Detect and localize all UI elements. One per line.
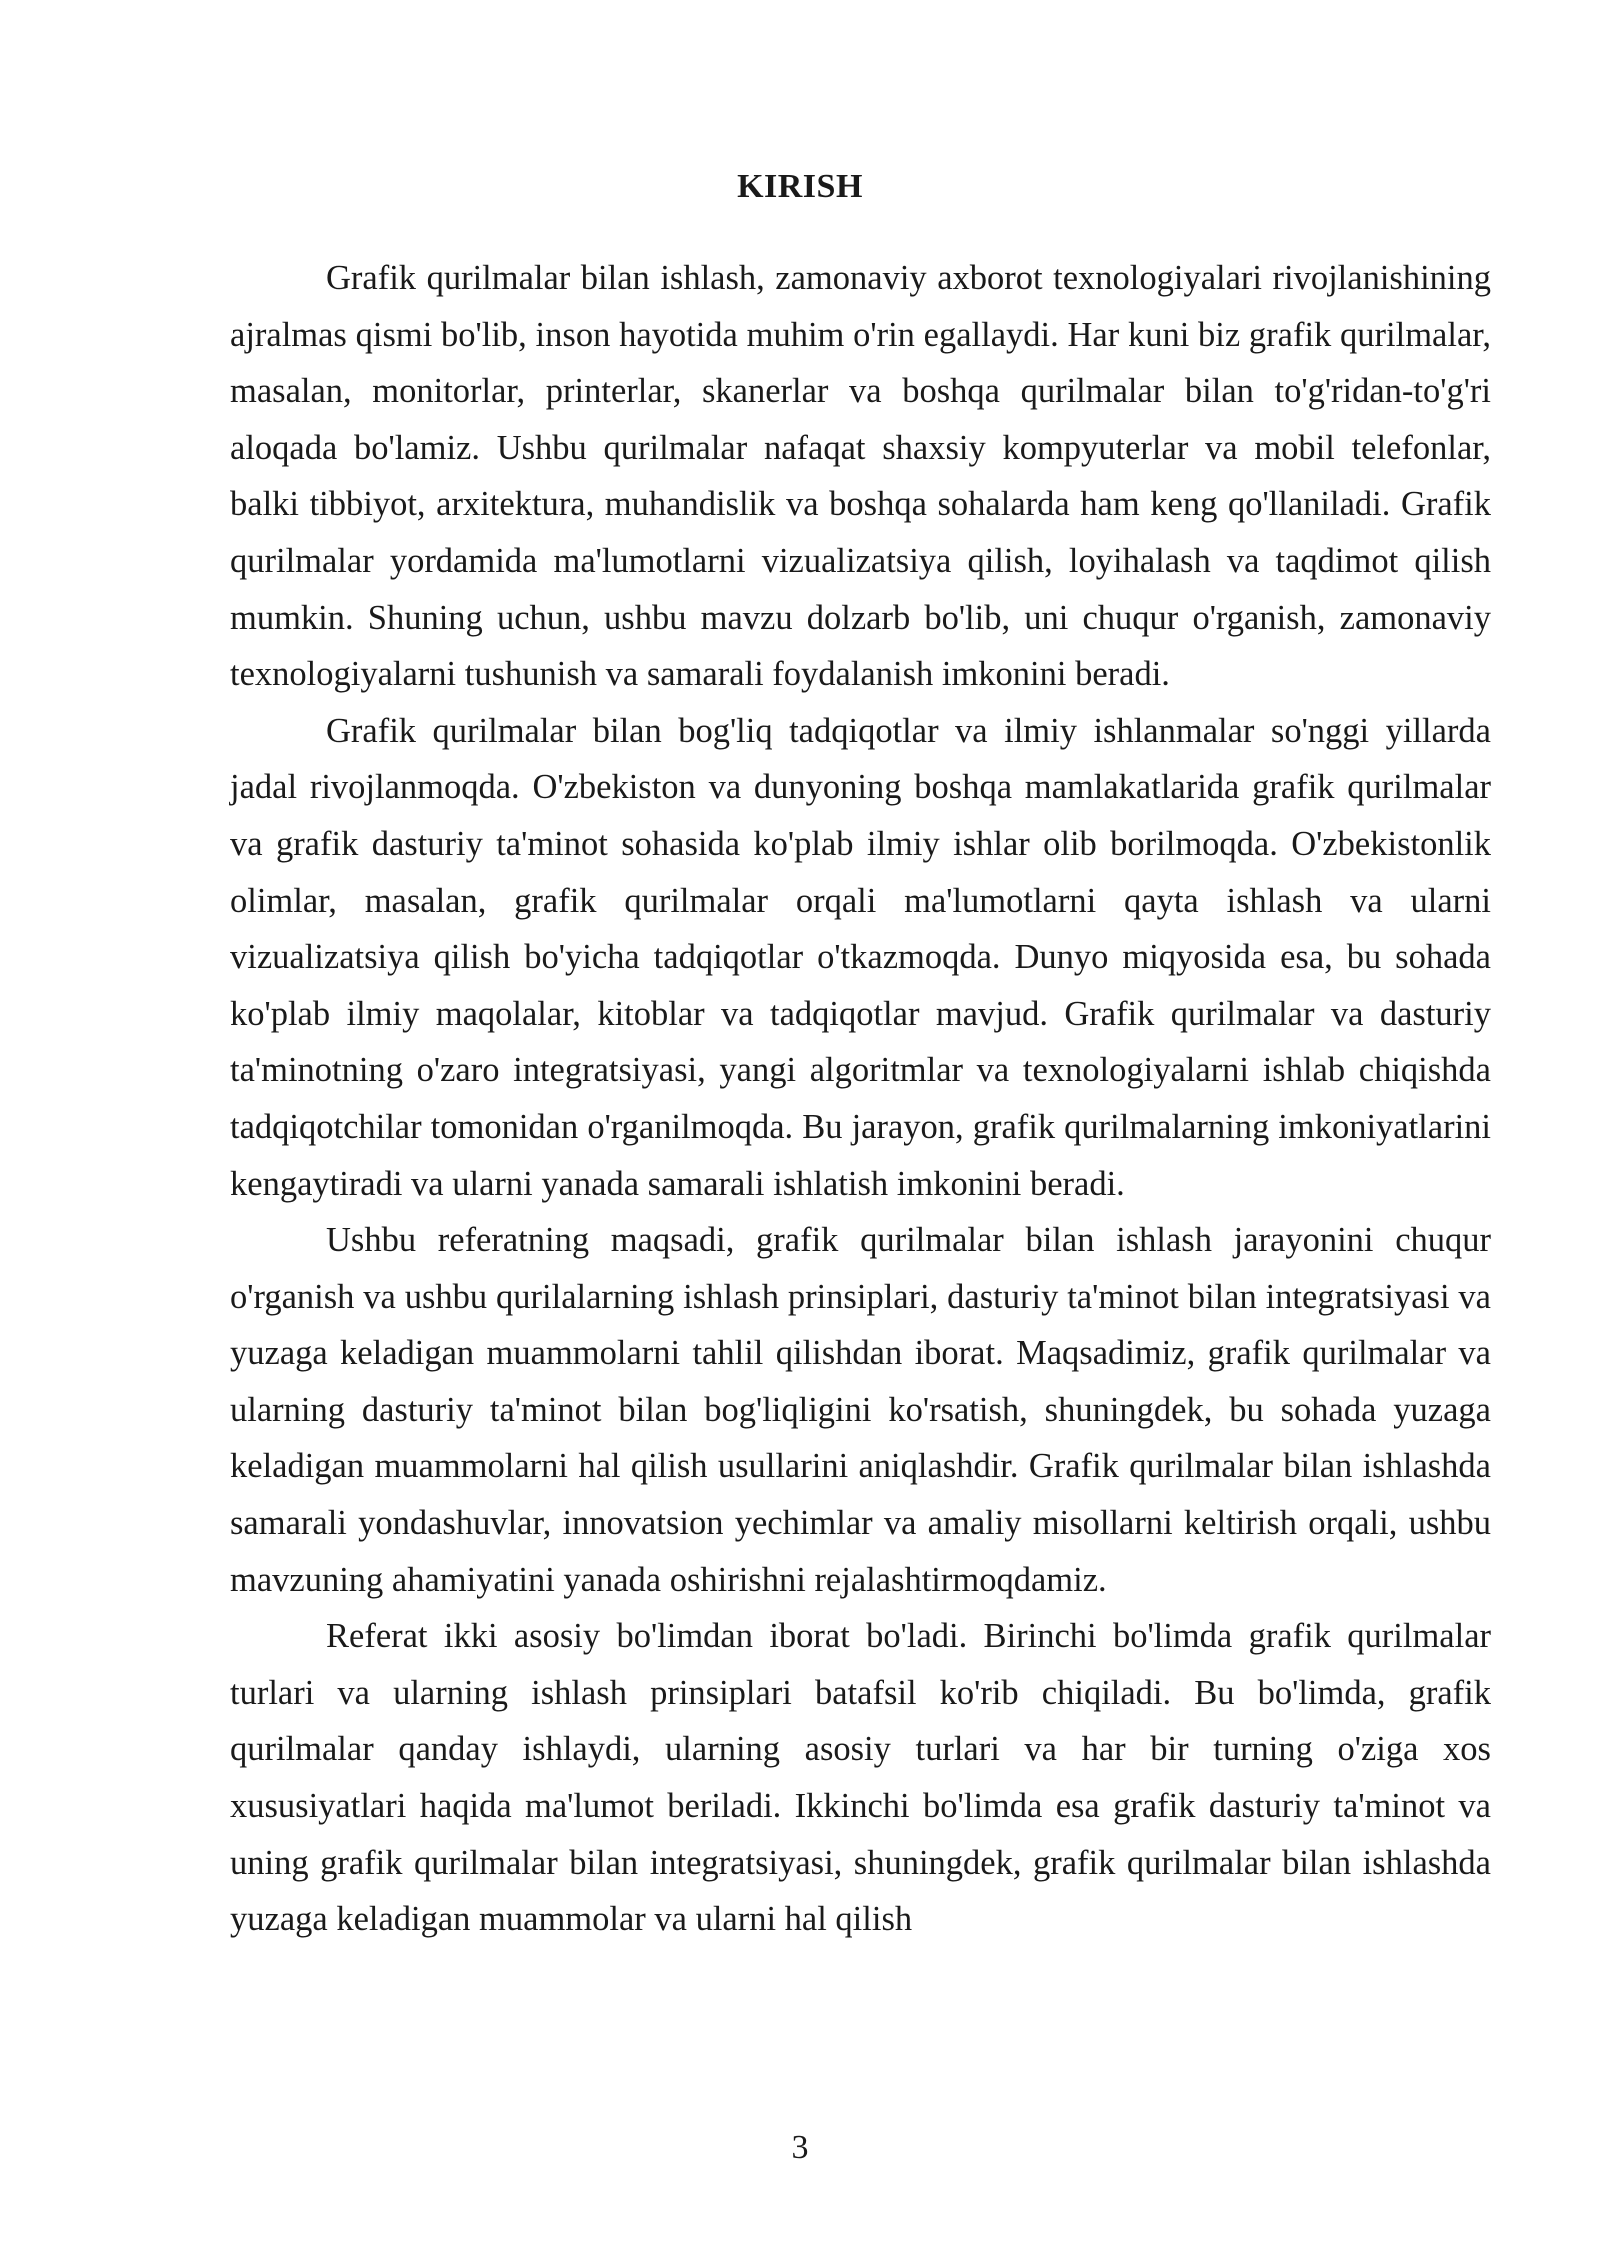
- paragraph-structure: Referat ikki asosiy bo'limdan iborat bo'ladi. Birinchi bo'limda grafik qurilmalar turlari va ularning ishlash prinsiplari batafsil ko'rib chiqiladi. Bu bo'limda, grafik qurilmalar qanday ishlaydi, ularning asosiy turlari va har bir turning o'ziga xos xususiyatlari haqida ma'lumot beriladi. Ikkinchi bo'limda esa grafik dasturiy ta'minot va uning grafik qurilmalar bilan integratsiyasi, shuningdek, grafik qurilmalar bilan ishlashda yuzaga keladigan muammolar va ularni hal qilish: [230, 1617, 1491, 1939]
- page-title: KIRISH: [737, 168, 863, 205]
- paragraph-research: Grafik qurilmalar bilan bog'liq tadqiqotlar va ilmiy ishlanmalar so'nggi yillarda jadal rivojlanmoqda. O'zbekiston va dunyoning boshqa mamlakatlarida grafik qurilmalar va grafik dasturiy ta'minot sohasida ko'plab ilmiy ishlar olib borilmoqda. O'zbekistonlik olimlar, masalan, grafik qurilmalar orqali ma'lumotlarni qayta ishlash va ularni vizualizatsiya qilish bo'yicha tadqiqotlar o'tkazmoqda. Dunyo miqyosida esa, bu sohada ko'plab ilmiy maqolalar, kitoblar va tadqiqotlar mavjud. Grafik qurilmalar va dasturiy ta'minotning o'zaro integratsiyasi, yangi algoritmlar va texnologiyalarni ishlab chiqishda tadqiqotchilar tomonidan o'rganilmoqda. Bu jarayon, grafik qurilmalarning imkoniyatlarini kengaytiradi va ularni yanada samarali ishlatish imkonini beradi.: [230, 711, 1491, 1203]
- page-number: 3: [791, 2129, 809, 2166]
- paragraph-goal: Ushbu referatning maqsadi, grafik qurilmalar bilan ishlash jarayonini chuqur o'rganish va ushbu qurilalarning ishlash prinsiplari, dasturiy ta'minot bilan integratsiyasi va yuzaga keladigan muammolarni tahlil qilishdan iborat. Maqsadimiz, grafik qurilmalar va ularning dasturiy ta'minot bilan bog'liqligini ko'rsatish, shuningdek, bu sohada yuzaga keladigan muammolarni hal qilish usullarini aniqlashdir. Grafik qurilmalar bilan ishlashda samarali yondashuvlar, innovatsion yechimlar va amaliy misollarni keltirish orqali, ushbu mavzuning ahamiyatini yanada oshirishni rejalashtirmoqdamiz.: [230, 1221, 1491, 1599]
- paragraph-intro: Grafik qurilmalar bilan ishlash, zamonaviy axborot texnologiyalari rivojlanishining ajralmas qismi bo'lib, inson hayotida muhim o'rin egallaydi. Har kuni biz grafik qurilmalar, masalan, monitorlar, printerlar, skanerlar va boshqa qurilmalar bilan to'g'ridan-to'g'ri aloqada bo'lamiz. Ushbu qurilmalar nafaqat shaxsiy kompyuterlar va mobil telefonlar, balki tibbiyot, arxitektura, muhandislik va boshqa sohalarda ham keng qo'llaniladi. Grafik qurilmalar yordamida ma'lumotlarni vizualizatsiya qilish, loyihalash va taqdimot qilish mumkin. Shuning uchun, ushbu mavzu dolzarb bo'lib, uni chuqur o'rganish, zamonaviy texnologiyalarni tushunish va samarali foydalanish imkonini beradi.: [230, 259, 1491, 694]
- body-text: [230, 250, 1491, 1948]
